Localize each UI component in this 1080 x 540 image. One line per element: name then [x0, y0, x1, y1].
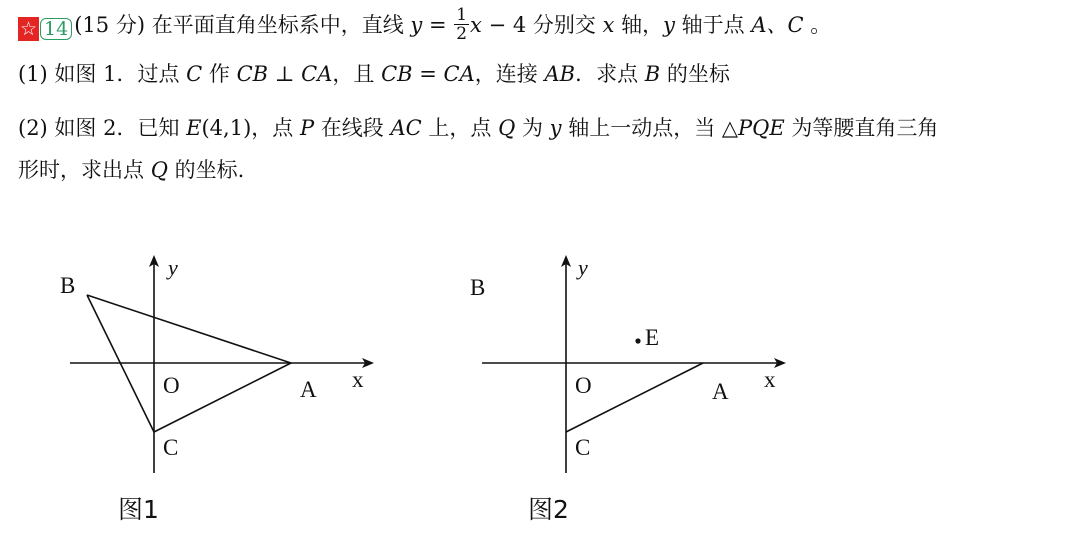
text-segment: 上，点	[421, 116, 499, 140]
label-B: B	[60, 273, 76, 298]
math-segment-AB: AB	[544, 62, 576, 86]
math-point-P: P	[299, 116, 315, 140]
problem-badge	[18, 17, 72, 41]
fraction-numerator: 1	[456, 5, 468, 25]
text-segment: 形时，求出点	[18, 158, 151, 182]
text-segment: 为等腰直角三角	[784, 116, 939, 140]
math-equal-segments: CB = CA	[381, 62, 475, 86]
math-point-C: C	[186, 62, 203, 86]
fraction-one-half	[454, 6, 469, 43]
math-segment-AC: AC	[390, 116, 422, 140]
text-segment: 在平面直角坐标系中，直线	[145, 13, 411, 37]
math-point-B: B	[644, 62, 661, 86]
text-segment: 。	[803, 13, 832, 37]
math-point-Q: Q	[150, 158, 168, 182]
label-y: y	[168, 255, 178, 280]
star-icon: ☆	[20, 18, 38, 40]
question-part-2-continued	[18, 156, 244, 184]
text-segment: 的坐标	[660, 62, 730, 86]
problem-statement-line	[18, 5, 832, 45]
problem-number: 14	[40, 18, 72, 40]
text-segment: ．求点	[575, 62, 645, 86]
math-var-y: y	[410, 13, 423, 37]
text-segment: 作	[202, 62, 237, 86]
label-C: C	[163, 435, 179, 460]
text-segment: 在线段	[314, 116, 391, 140]
text-segment: 轴于点	[674, 13, 752, 37]
text-segment: 分别交	[526, 13, 603, 37]
label-A: A	[712, 379, 729, 404]
math-var-x: x	[470, 13, 482, 37]
text-segment: ，点	[251, 116, 300, 140]
text-segment: (2) 如图 2．已知	[18, 116, 187, 140]
figure-2-caption: 图2	[528, 495, 569, 524]
figure-1	[50, 245, 400, 485]
minus-four: − 4	[481, 13, 527, 37]
label-E: E	[645, 325, 660, 350]
points-label: (15 分)	[74, 13, 146, 37]
label-B: B	[470, 275, 486, 300]
points-A-C: A、C	[751, 13, 804, 37]
text-segment: (1) 如图 1．过点	[18, 62, 187, 86]
text-segment: 轴上一动点，当 △	[561, 116, 739, 140]
label-O: O	[163, 373, 180, 398]
label-C: C	[575, 435, 591, 460]
point-E-coords: (4,1)	[201, 116, 252, 140]
math-var-y-axis: y	[663, 13, 675, 37]
text-segment: 轴，	[614, 13, 664, 37]
point-E	[635, 338, 640, 343]
text-segment: 为	[515, 116, 550, 140]
math-var-x-axis: x	[602, 13, 615, 37]
fraction-denominator: 2	[456, 24, 468, 44]
math-point-E: E	[186, 116, 202, 140]
figure-1-caption: 图1	[118, 495, 159, 524]
figure-2	[460, 245, 810, 485]
label-x: x	[352, 367, 364, 392]
text-segment: ，连接	[474, 62, 545, 86]
label-x: x	[764, 367, 776, 392]
label-A: A	[300, 377, 317, 402]
math-point-Q: Q	[498, 116, 516, 140]
text-segment: ，且	[332, 62, 382, 86]
math-perpendicular: CB ⊥ CA	[236, 62, 333, 86]
figure-1-diagram	[50, 245, 400, 485]
label-y: y	[578, 255, 588, 280]
segment-BA	[87, 295, 291, 363]
math-var-y: y	[549, 116, 562, 140]
math-triangle-PQE: PQE	[738, 116, 785, 140]
label-O: O	[575, 373, 592, 398]
text-segment: 的坐标.	[167, 158, 245, 182]
question-part-2	[18, 114, 938, 142]
equals-sign: =	[422, 13, 454, 37]
question-part-1	[18, 60, 730, 88]
figure-2-diagram	[460, 245, 810, 485]
